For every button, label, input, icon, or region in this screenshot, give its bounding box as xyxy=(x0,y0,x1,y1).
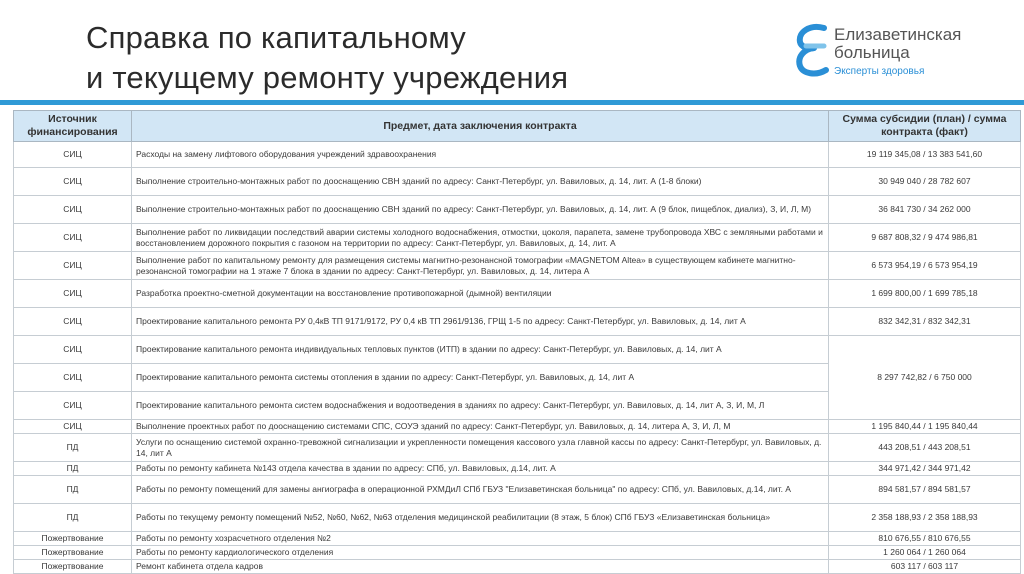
subject-cell: Проектирование капитального ремонта индивидуальных тепловых пунктов (ИТП) в здании по адресу: Санкт-Петербург, ул. Вавиловых, д. 14, лит А xyxy=(132,336,829,364)
subject-cell: Проектирование капитального ремонта системы отопления в здании по адресу: Санкт-Петербург, ул. Вавиловых, д. 14, лит А xyxy=(132,364,829,392)
subject-cell: Работы по ремонту кардиологического отделения xyxy=(132,546,829,560)
amount-cell: 8 297 742,82 / 6 750 000 xyxy=(829,336,1021,420)
header-amount: Сумма субсидии (план) / сумма контракта (факт) xyxy=(829,111,1021,142)
table-row xyxy=(14,196,1021,224)
source-cell: СИЦ xyxy=(14,280,132,308)
table-row xyxy=(14,142,1021,168)
table-row xyxy=(14,308,1021,336)
source-cell: ПД xyxy=(14,476,132,504)
source-cell: СИЦ xyxy=(14,196,132,224)
subject-cell: Ремонт кабинета отдела кадров xyxy=(132,560,829,574)
table-row xyxy=(14,560,1021,574)
table-row xyxy=(14,280,1021,308)
amount-cell: 344 971,42 / 344 971,42 xyxy=(829,462,1021,476)
table-row xyxy=(14,504,1021,532)
source-cell: Пожертвование xyxy=(14,532,132,546)
source-cell: ПД xyxy=(14,434,132,462)
subject-cell: Выполнение работ по ликвидации последствий аварии системы холодного водоснабжения, отмостки, цоколя, парапета, замене трубопровода ХВС с земляными работами и восстановлением дорожного покрытия с газоном на территории по адресу: Санкт-Петербург, ул. Вавиловых, д. 14, лит. А xyxy=(132,224,829,252)
subject-cell: Выполнение строительно-монтажных работ по дооснащению СВН зданий по адресу: Санкт-Петербург, ул. Вавиловых, д. 14, лит. А (1-8 блоки) xyxy=(132,168,829,196)
table-row xyxy=(14,168,1021,196)
source-cell: Пожертвование xyxy=(14,546,132,560)
logo-name xyxy=(834,26,961,62)
source-cell: СИЦ xyxy=(14,224,132,252)
table-row xyxy=(14,420,1021,434)
source-cell: Пожертвование xyxy=(14,560,132,574)
table-row xyxy=(14,336,1021,364)
subject-cell: Проектирование капитального ремонта систем водоснабжения и водоотведения в зданиях по адресу: Санкт-Петербург, ул. Вавиловых, д. 14, лит А, З, И, М, Л xyxy=(132,392,829,420)
subject-cell: Услуги по оснащению системой охранно-тревожной сигнализации и укрепленности помещения кассового узла главной кассы по адресу: Санкт-Петербург, ул. Вавиловых, д. 14, лит А xyxy=(132,434,829,462)
table-row xyxy=(14,546,1021,560)
hospital-logo-icon xyxy=(794,22,830,78)
table-row xyxy=(14,462,1021,476)
amount-cell: 1 260 064 / 1 260 064 xyxy=(829,546,1021,560)
title-divider xyxy=(0,100,1024,105)
subject-cell: Выполнение работ по капитальному ремонту для размещения системы магнитно-резонансной томографии «MAGNETOM Altea» в существующем кабинете магнитно-резонансной томографии на 1 этаже 7 блока в здании по адресу: Санкт-Петербург, ул. Вавиловых, д. 14, литера А xyxy=(132,252,829,280)
subject-cell: Работы по ремонту хозрасчетного отделения №2 xyxy=(132,532,829,546)
subject-cell: Разработка проектно-сметной документации на восстановление противопожарной (дымной) вентиляции xyxy=(132,280,829,308)
amount-cell: 832 342,31 / 832 342,31 xyxy=(829,308,1021,336)
subject-cell: Работы по ремонту помещений для замены ангиографа в операционной РХМДиЛ СПб ГБУЗ "Елизаветинская больница" по адресу: СПб, ул. Вавиловых, д.14, лит. А xyxy=(132,476,829,504)
amount-cell: 603 117 / 603 117 xyxy=(829,560,1021,574)
page-title-line-2: и текущему ремонту учреждения xyxy=(86,60,569,95)
repair-table xyxy=(13,110,1021,574)
source-cell: СИЦ xyxy=(14,168,132,196)
source-cell: СИЦ xyxy=(14,308,132,336)
amount-cell: 1 195 840,44 / 1 195 840,44 xyxy=(829,420,1021,434)
table-row xyxy=(14,476,1021,504)
table-row xyxy=(14,224,1021,252)
source-cell: СИЦ xyxy=(14,392,132,420)
table-row xyxy=(14,434,1021,462)
table-row xyxy=(14,532,1021,546)
source-cell: ПД xyxy=(14,504,132,532)
subject-cell: Выполнение проектных работ по дооснащению системами СПС, СОУЭ зданий по адресу: Санкт-Петербург, ул. Вавиловых, д. 14, литера А, З, И, Л, М xyxy=(132,420,829,434)
source-cell: СИЦ xyxy=(14,420,132,434)
logo-name-line-1: Елизаветинская xyxy=(834,25,962,44)
amount-cell: 36 841 730 / 34 262 000 xyxy=(829,196,1021,224)
header-subject: Предмет, дата заключения контракта xyxy=(132,111,829,142)
source-cell: СИЦ xyxy=(14,336,132,364)
page-title-line-1: Справка по капитальному xyxy=(86,20,466,55)
table-row xyxy=(14,252,1021,280)
hospital-logo xyxy=(794,22,1014,82)
subject-cell: Работы по ремонту кабинета №143 отдела качества в здании по адресу: СПб, ул. Вавиловых, д.14, лит. А xyxy=(132,462,829,476)
subject-cell: Проектирование капитального ремонта РУ 0,4кВ ТП 9171/9172, РУ 0,4 кВ ТП 2961/9136, ГРЩ 1-5 по адресу: Санкт-Петербург, ул. Вавиловых, д. 14, лит А xyxy=(132,308,829,336)
amount-cell: 443 208,51 / 443 208,51 xyxy=(829,434,1021,462)
page-title xyxy=(86,18,568,98)
amount-cell: 6 573 954,19 / 6 573 954,19 xyxy=(829,252,1021,280)
source-cell: СИЦ xyxy=(14,364,132,392)
amount-cell: 2 358 188,93 / 2 358 188,93 xyxy=(829,504,1021,532)
header-source: Источник финансирования xyxy=(14,111,132,142)
amount-cell: 9 687 808,32 / 9 474 986,81 xyxy=(829,224,1021,252)
source-cell: ПД xyxy=(14,462,132,476)
source-cell: СИЦ xyxy=(14,252,132,280)
subject-cell: Выполнение строительно-монтажных работ по дооснащению СВН зданий по адресу: Санкт-Петербург, ул. Вавиловых, д. 14, лит. А (9 блок, пищеблок, диализ), З, И, Л, М) xyxy=(132,196,829,224)
amount-cell: 1 699 800,00 / 1 699 785,18 xyxy=(829,280,1021,308)
subject-cell: Работы по текущему ремонту помещений №52, №60, №62, №63 отделения медицинской реабилитации (8 этаж, 5 блок) СПб ГБУЗ «Елизаветинская больница» xyxy=(132,504,829,532)
amount-cell: 810 676,55 / 810 676,55 xyxy=(829,532,1021,546)
logo-name-line-2: больница xyxy=(834,43,910,62)
subject-cell: Расходы на замену лифтового оборудования учреждений здравоохранения xyxy=(132,142,829,168)
source-cell: СИЦ xyxy=(14,142,132,168)
amount-cell: 19 119 345,08 / 13 383 541,60 xyxy=(829,142,1021,168)
logo-tagline: Эксперты здоровья xyxy=(834,66,925,77)
amount-cell: 894 581,57 / 894 581,57 xyxy=(829,476,1021,504)
table-header-row xyxy=(14,111,1021,142)
amount-cell: 30 949 040 / 28 782 607 xyxy=(829,168,1021,196)
